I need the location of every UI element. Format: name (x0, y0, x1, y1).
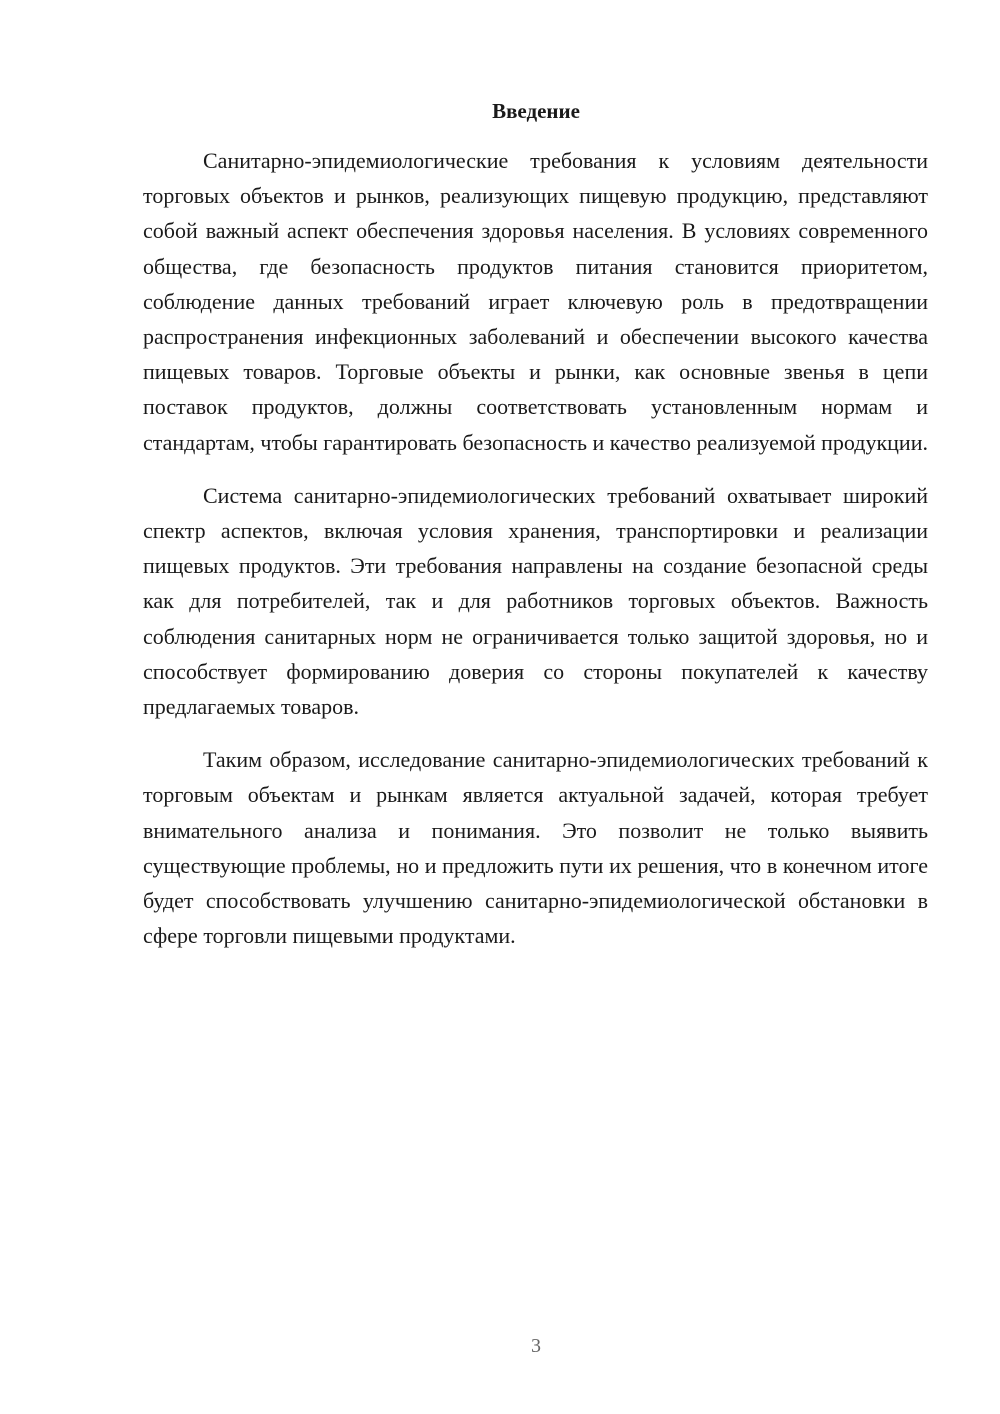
body-text (143, 143, 928, 971)
paragraph-1: Санитарно-эпидемиологические требования к условиям деятельности торговых объектов и рынков, реализующих пищевую продукцию, представляют собой важный аспект обеспечения здоровья населения. В условиях современного общества, где безопасность продуктов питания становится приоритетом, соблюдение данных требований играет ключевую роль в предотвращении распространения инфекционных заболеваний и обеспечении высокого качества пищевых товаров. Торговые объекты и рынки, как основные звенья в цепи поставок продуктов, должны соответствовать установленным нормам и стандартам, чтобы гарантировать безопасность и качество реализуемой продукции. (143, 148, 928, 455)
section-title: Введение (492, 99, 580, 123)
page-number: 3 (531, 1335, 541, 1357)
paragraph-3: Таким образом, исследование санитарно-эпидемиологических требований к торговым объектам и рынкам является актуальной задачей, которая требует внимательного анализа и понимания. Это позволит не только выявить существующие проблемы, но и предложить пути их решения, что в конечном итоге будет способствовать улучшению санитарно-эпидемиологической обстановки в сфере торговли пищевыми продуктами. (143, 747, 928, 949)
paragraph-2: Система санитарно-эпидемиологических требований охватывает широкий спектр аспектов, включая условия хранения, транспортировки и реализации пищевых продуктов. Эти требования направлены на создание безопасной среды как для потребителей, так и для работников торговых объектов. Важность соблюдения санитарных норм не ограничивается только защитой здоровья, но и способствует формированию доверия со стороны покупателей к качеству предлагаемых товаров. (143, 482, 928, 720)
